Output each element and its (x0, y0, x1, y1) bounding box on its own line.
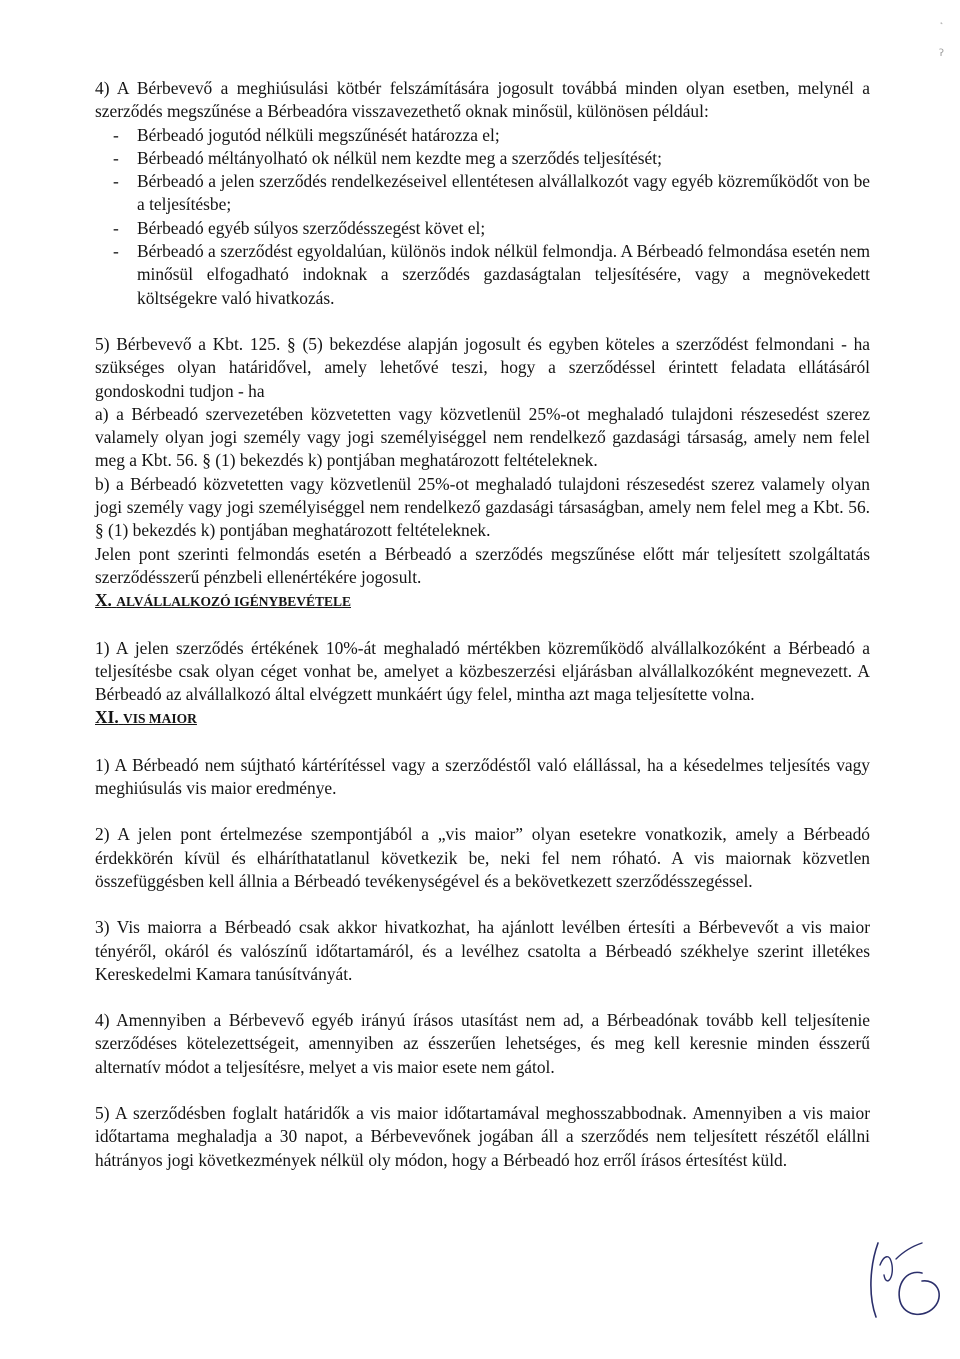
list-item: - Bérbeadó méltányolható ok nélkül nem kezdte meg a szerződés teljesítését; (95, 147, 870, 170)
scan-speck-mark: ˛ (939, 14, 944, 25)
paragraph-5-a: a) a Bérbeadó szervezetében közvetetten vagy közvetlenül 25%-ot meghaladó tulajdoni részesedést szerez valamely olyan jogi személy vagy jogi személyiséggel nem rendelkező gazdasági társaság, amely nem felel meg a Kbt. 56. § (1) bekezdés k) pontjában meghatározott feltételeknek. (95, 403, 870, 471)
section-xi-heading (95, 706, 870, 730)
list-item: - Bérbeadó a szerződést egyoldalúan, különös indok nélkül felmondja. A Bérbeadó felmondása esetén nem minősül elfogadható indoknak a szerződés gazdaságtalan teljesítésére, vagy a megnövekedett költségekre való hivatkozás. (95, 240, 870, 310)
section-xi-paragraph-1: 1) A Bérbeadó nem sújtható kártérítéssel vagy a szerződéstől való elállással, ha a késedelmes teljesítés vagy meghiúsulás vis maior eredménye. (95, 754, 870, 799)
section-xi-paragraph-2: 2) A jelen pont értelmezése szempontjából a „vis maior” olyan esetekre vonatkozik, amely a Bérbeadó érdekkörén kívül és elháríthatatlanul következik be, neki fel nem róható. A vis maiornak közvetlen összefüggésben kell állnia a Bérbeadó tevékenységével és a bekövetkezett szerződésszegéssel. (95, 824, 870, 891)
section-xi-paragraph-4: 4) Amennyiben a Bérbevevő egyéb irányú írásos utasítást nem ad, a Bérbeadónak tovább kell teljesítenie szerződéses kötelezettségeit, amennyiben az ésszerűen lehetséges, és meg kell keresnie minden ésszerű alternatív módot a teljesítésre, melyet a vis maior esete nem gátol. (95, 1010, 870, 1077)
handwritten-initials-signature (860, 1235, 950, 1325)
paragraph-4-intro: 4) A Bérbevevő a meghiúsulási kötbér felszámítására jogosult továbbá minden olyan esetben, melynél a szerződés megszűnése a Bérbeadóra visszavezethető oknak minősül, különösen például: (95, 78, 870, 122)
scan-speck-mark: ʔ (938, 48, 944, 59)
document-page (95, 77, 870, 1172)
section-xi-paragraph-3: 3) Vis maiorra a Bérbeadó csak akkor hivatkozhat, ha ajánlott levélben értesíti a Bérbevevőt a vis maior tényéről, okáról és valószínű időtartamáról, és a levélhez csatolta a Bérbeadó székhelye szerint illetékes Kereskedelmi Kamara tanúsítványát. (95, 917, 870, 984)
list-item: - Bérbeadó egyéb súlyos szerződésszegést követ el; (95, 217, 870, 240)
paragraph-5-intro: 5) Bérbevevő a Kbt. 125. § (5) bekezdése alapján jogosult és egyben köteles a szerződést felmondani - ha szükséges olyan határidővel, amely lehetővé teszi, hogy a szerződéssel érintett feladata ellátásáról gondoskodni tudjon - ha (95, 333, 870, 401)
section-x-heading (95, 589, 870, 613)
paragraph-5-end: Jelen pont szerinti felmondás esetén a Bérbeadó a szerződés megszűnése előtt már teljesített szolgáltatás szerződésszerű pénzbeli ellenértékére jogosult. (95, 543, 870, 587)
section-xi-title: VIS MAIOR (123, 711, 197, 727)
paragraph-4-list (95, 124, 870, 310)
section-x-paragraph-1: 1) A jelen szerződés értékének 10%-át meghaladó mértékben közreműködő alvállalkozóként a Bérbeadó a teljesítésbe csak olyan céget vonhat be, amelyet a közbeszerzési eljárásban alvállalkozóként megnevezett. A Bérbeadó az alvállalkozó által elvégzett munkáért úgy felel, mintha azt maga teljesítette volna. (95, 637, 870, 705)
section-x-title: ALVÁLLALKOZÓ IGÉNYBEVÉTELE (116, 594, 351, 610)
list-item: - Bérbeadó jogutód nélküli megszűnését határozza el; (95, 124, 870, 147)
section-xi-paragraph-5: 5) A szerződésben foglalt határidők a vis maior időtartamával meghosszabbodnak. Amennyiben a vis maior időtartama meghaladja a 30 napot, a Bérbevevőnek jogában áll a szerződés nem teljesített részétől elállni hátrányos jogi következmények nélkül oly módon, hogy a Bérbeadó hoz erről írásos értesítést küld. (95, 1102, 870, 1170)
paragraph-5-b: b) a Bérbeadó közvetetten vagy közvetlenül 25%-ot meghaladó tulajdoni részesedést szerez valamely olyan jogi személy vagy jogi személyiséggel nem rendelkező gazdasági társaságban, amely nem felel meg a Kbt. 56. § (1) bekezdés k) pontjában meghatározott feltételeknek. (95, 473, 870, 541)
section-xi-number: XI. (95, 707, 119, 728)
section-x-number: X. (95, 590, 112, 611)
list-item: - Bérbeadó a jelen szerződés rendelkezéseivel ellentétesen alvállalkozót vagy egyéb közreműködőt von be a teljesítésbe; (95, 170, 870, 217)
